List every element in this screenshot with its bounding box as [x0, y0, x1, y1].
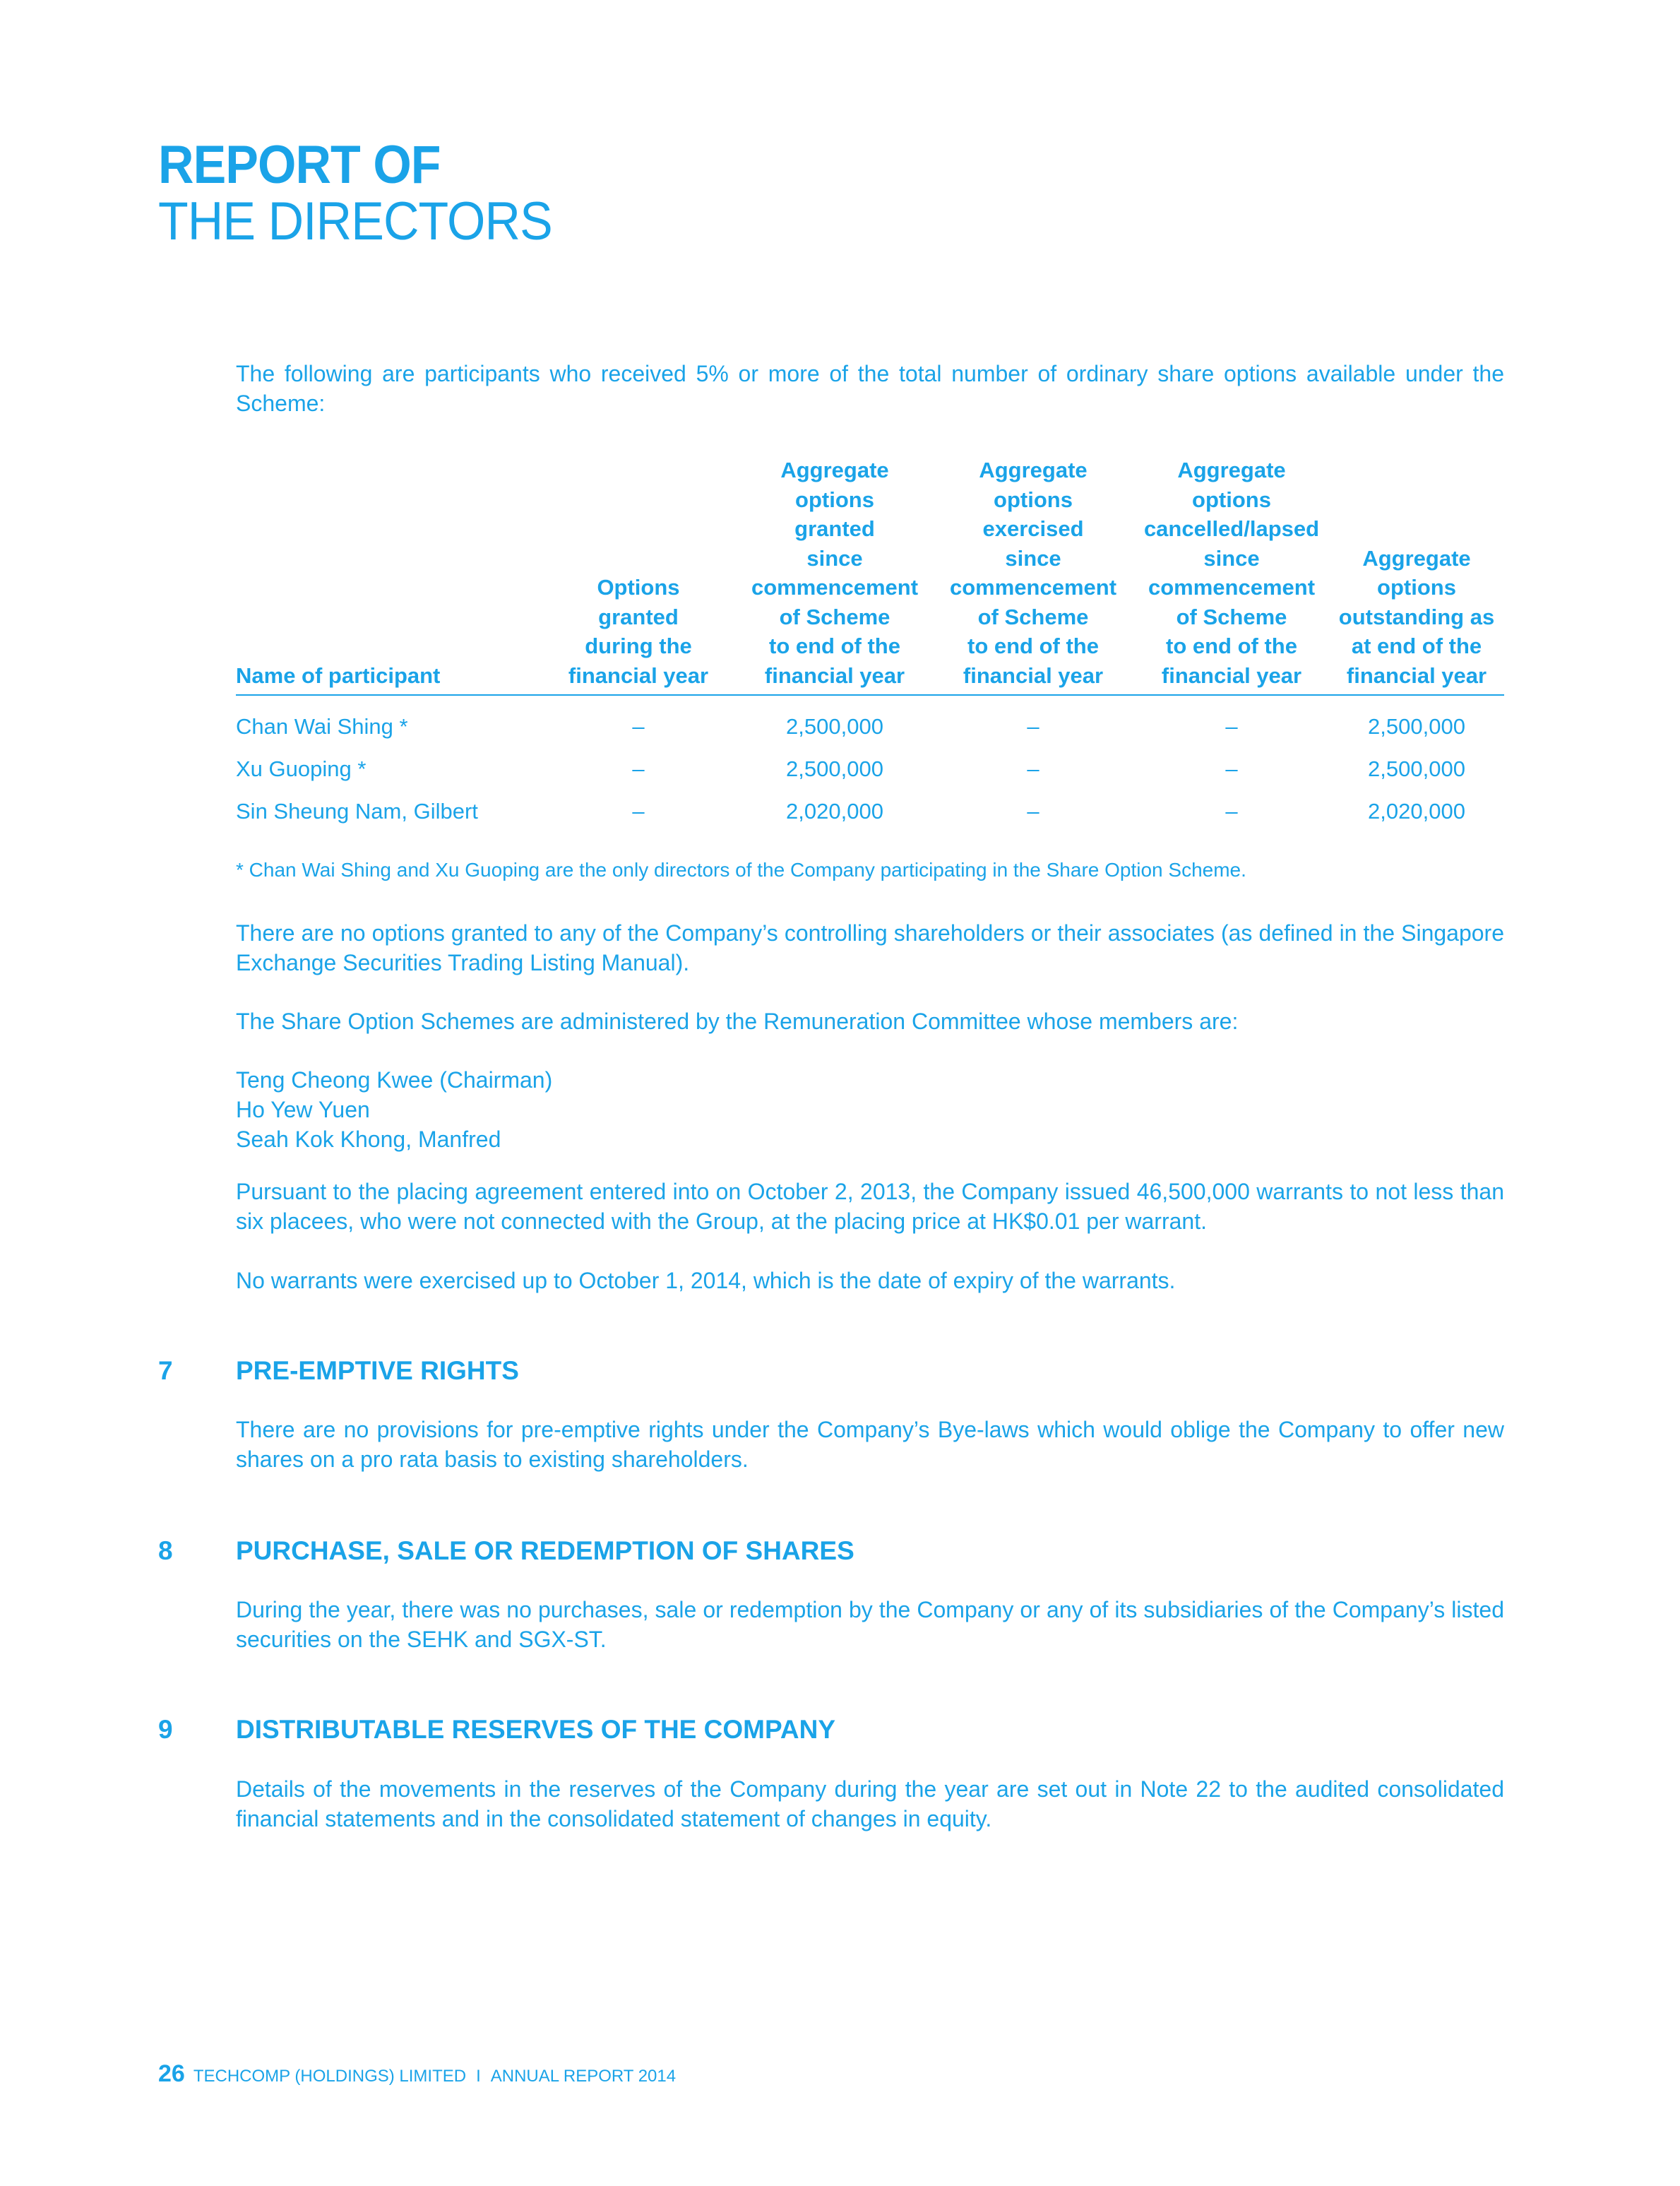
table-cell: 2,500,000 — [786, 714, 883, 739]
table-row — [236, 748, 1504, 790]
table-cell-name: Xu Guoping * — [236, 756, 367, 781]
no-options-paragraph: There are no options granted to any of the Company’s controlling shareholders or their associates (as defined in the Singapore Exchange Securities Trading Listing Manual). — [236, 920, 1504, 975]
footer-separator: I — [476, 2067, 481, 2086]
section-body-block — [236, 1595, 1504, 1654]
table-row — [236, 790, 1504, 833]
page-title-line1: REPORT OF — [158, 135, 441, 195]
column-header-aggregate-cancelled: Aggregate options cancelled/lapsed since commencement of Scheme to end of the financial year — [1134, 456, 1329, 695]
table-cell: 2,020,000 — [1368, 799, 1465, 824]
placing-paragraph-block — [236, 1177, 1504, 1236]
table-cell: – — [1027, 756, 1039, 781]
table-cell: 2,500,000 — [1368, 714, 1465, 739]
column-header-options-granted: Options granted during the financial year — [540, 456, 737, 695]
no-options-paragraph-block — [236, 918, 1504, 978]
page-number: 26 — [158, 2060, 185, 2087]
committee-paragraph: The Share Option Schemes are administered by the Remuneration Committee whose members are: — [236, 1009, 1239, 1034]
table-footnote: * Chan Wai Shing and Xu Guoping are the only directors of the Company participating in the Share Option Scheme. — [236, 859, 1246, 881]
section-number: 7 — [158, 1356, 173, 1385]
footer-company: TECHCOMP (HOLDINGS) LIMITED — [193, 2067, 467, 2086]
page-footer — [158, 2060, 676, 2088]
table-cell-name: Sin Sheung Nam, Gilbert — [236, 799, 478, 824]
table-cell: – — [1225, 714, 1238, 739]
committee-paragraph-block — [236, 1006, 1504, 1036]
column-header-aggregate-granted: Aggregate options granted since commencement of Scheme to end of the financial year — [737, 456, 932, 695]
placing-paragraph: Pursuant to the placing agreement entered into on October 2, 2013, the Company issued 46,500,000 warrants to not less than six placees, who were not connected with the Group, at the placing price at HK$0.01 per warrant. — [236, 1179, 1504, 1234]
committee-member: Teng Cheong Kwee (Chairman) — [236, 1067, 553, 1093]
section-body-block — [236, 1415, 1504, 1474]
table-cell: – — [632, 714, 645, 739]
page-title — [158, 135, 586, 251]
table-cell-name: Chan Wai Shing * — [236, 714, 408, 739]
table-row — [236, 695, 1504, 748]
table-cell: 2,500,000 — [1368, 756, 1465, 781]
committee-member: Seah Kok Khong, Manfred — [236, 1127, 501, 1152]
intro-paragraph: The following are participants who received 5% or more of the total number of ordinary share options available under the Scheme: — [236, 361, 1504, 416]
page-title-line2: THE DIRECTORS — [158, 191, 552, 251]
section-body: During the year, there was no purchases, sale or redemption by the Company or any of its subsidiaries of the Company’s listed securities on the SEHK and SGX-ST. — [236, 1597, 1504, 1652]
footer-report: ANNUAL REPORT 2014 — [490, 2067, 677, 2086]
section-body: There are no provisions for pre-emptive rights under the Company’s Bye-laws which would oblige the Company to offer new shares on a pro rata basis to existing shareholders. — [236, 1417, 1504, 1472]
table-cell: – — [1027, 799, 1039, 824]
table-header-row — [236, 456, 1504, 695]
table-cell: – — [632, 799, 645, 824]
table-cell: – — [1027, 714, 1039, 739]
committee-member: Ho Yew Yuen — [236, 1097, 370, 1122]
committee-members-list — [236, 1065, 1504, 1154]
table-cell: – — [632, 756, 645, 781]
section-title-pre-emptive-rights: PRE-EMPTIVE RIGHTS — [236, 1356, 519, 1385]
warrants-paragraph: No warrants were exercised up to October 1, 2014, which is the date of expiry of the warrants. — [236, 1268, 1176, 1293]
table-cell: – — [1225, 799, 1238, 824]
column-header-name: Name of participant — [236, 456, 540, 695]
intro-paragraph-block — [236, 359, 1504, 418]
section-number: 9 — [158, 1715, 173, 1744]
table-cell: – — [1225, 756, 1238, 781]
warrants-paragraph-block — [236, 1266, 1504, 1295]
section-title-distributable-reserves: DISTRIBUTABLE RESERVES OF THE COMPANY — [236, 1715, 836, 1744]
section-body-block — [236, 1774, 1504, 1834]
section-body: Details of the movements in the reserves of the Company during the year are set out in Note 22 to the audited consolidated financial statements and in the consolidated statement of changes in equity. — [236, 1776, 1504, 1831]
column-header-aggregate-exercised: Aggregate options exercised since commencement of Scheme to end of the financial year — [932, 456, 1134, 695]
share-options-table — [236, 456, 1504, 833]
table-cell: 2,500,000 — [786, 756, 883, 781]
table-cell: 2,020,000 — [786, 799, 883, 824]
column-header-aggregate-outstanding: Aggregate options outstanding as at end of the financial year — [1329, 456, 1504, 695]
section-title-purchase-sale-redemption: PURCHASE, SALE OR REDEMPTION OF SHARES — [236, 1536, 854, 1565]
section-number: 8 — [158, 1536, 173, 1565]
